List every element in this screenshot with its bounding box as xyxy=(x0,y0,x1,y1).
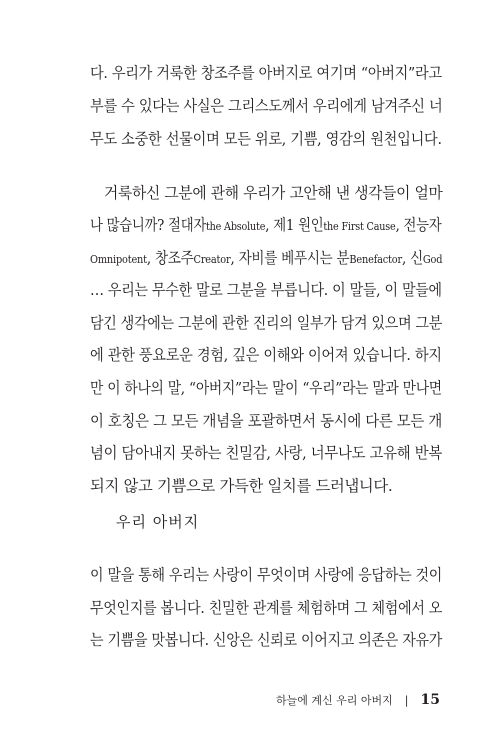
footer-separator: | xyxy=(404,693,409,707)
text-segment: , 창조주 xyxy=(146,249,194,267)
english-term: Benefactor xyxy=(349,253,402,266)
text-segment: , 자비를 베푸시는 분 xyxy=(230,249,350,267)
paragraph3-line-3: 는 기쁨을 맛봅니다. 신앙은 신뢰로 이어지고 의존은 자유가 xyxy=(90,631,443,649)
paragraph2-line-8: 이 호칭은 그 모든 개념을 포괄하면서 동시에 다른 모든 개 xyxy=(90,412,442,430)
paragraph3-line-1: 이 말을 통해 우리는 사랑이 무엇이며 사랑에 응답하는 것이 xyxy=(90,566,443,584)
page-number: 15 xyxy=(420,692,440,708)
text-segment: , 신 xyxy=(401,249,423,267)
english-term: the Absolute xyxy=(205,220,266,233)
paragraph2-line-7: 만 이 하나의 말, “아버지”라는 말이 “우리”라는 말과 만나면 xyxy=(90,379,442,397)
paragraph1-line-2: 부를 수 있다는 사실은 그리스도께서 우리에게 남겨주신 너 xyxy=(90,97,443,115)
english-term: Omnipotent xyxy=(90,253,147,266)
english-term: the First Cause xyxy=(323,220,396,233)
running-title: 하늘에 계신 우리 아버지 xyxy=(276,694,393,707)
english-term: Creator xyxy=(193,253,231,266)
paragraph2-line-2 xyxy=(90,215,442,237)
paragraph2-line-3 xyxy=(90,248,443,270)
paragraph2-line-6: 에 관한 풍요로운 경험, 깊은 이해와 이어져 있습니다. 하지 xyxy=(90,346,442,364)
text-segment: , 제1 원인 xyxy=(265,216,324,234)
paragraph1-line-3: 무도 소중한 선물이며 모든 위로, 기쁨, 영감의 원천입니다. xyxy=(90,130,442,148)
paragraph2-line-4: … 우리는 무수한 말로 그분을 부릅니다. 이 말들, 이 말들에 xyxy=(90,281,442,299)
paragraph2-line-5: 담긴 생각에는 그분에 관한 진리의 일부가 담겨 있으며 그분 xyxy=(90,314,443,332)
paragraph2-line-10: 되지 않고 기쁨으로 가득한 일치를 드러냅니다. xyxy=(90,477,393,495)
paragraph3-line-2: 무엇인지를 봅니다. 친밀한 관계를 체험하며 그 체험에서 오 xyxy=(90,599,443,617)
paragraph2-line-9: 념이 담아내지 못하는 친밀감, 사랑, 너무나도 고유해 반복 xyxy=(90,444,442,462)
english-term: God xyxy=(422,253,443,266)
section-heading: 우리 아버지 xyxy=(116,513,200,531)
page-footer xyxy=(276,692,440,708)
text-segment: 나 많습니까? 절대자 xyxy=(90,216,206,234)
paragraph2-line-1: 거룩하신 그분에 관해 우리가 고안해 낸 생각들이 얼마 xyxy=(104,184,443,202)
text-segment: , 전능자 xyxy=(395,216,442,234)
paragraph1-line-1: 다. 우리가 거룩한 창조주를 아버지로 여기며 “아버지”라고 xyxy=(90,64,442,82)
